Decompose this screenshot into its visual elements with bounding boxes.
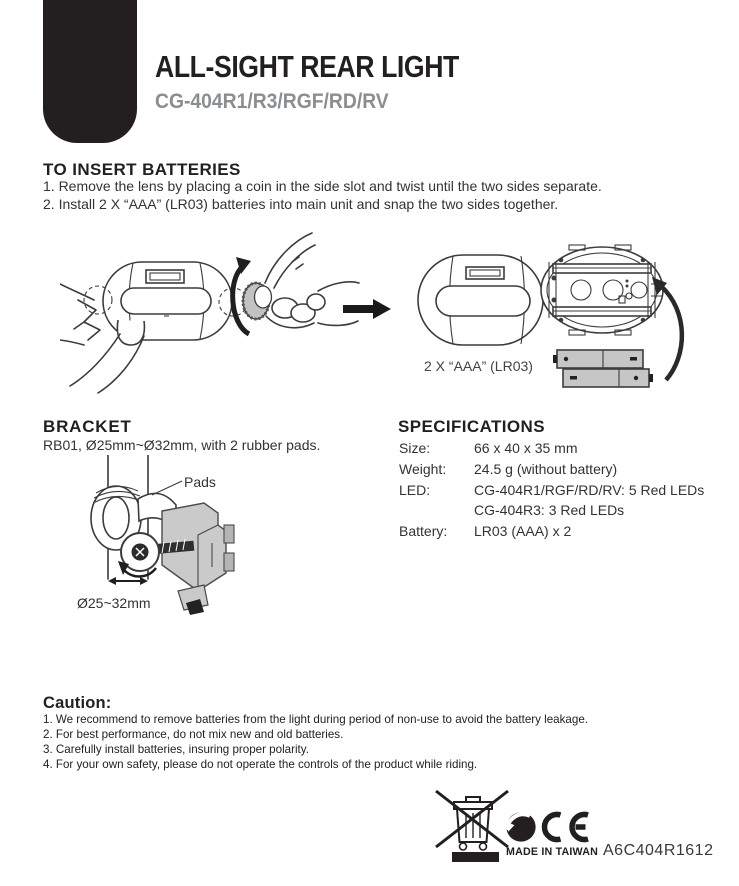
weee-bin-icon [433, 785, 513, 863]
spec-value: LR03 (AAA) x 2 [474, 523, 572, 540]
spec-row-weight [399, 461, 704, 482]
spec-label: Weight: [399, 460, 447, 477]
spec-row-led-2 [399, 502, 704, 523]
diameter-label: Ø25~32mm [77, 595, 151, 611]
bracket-heading: BRACKET [43, 417, 132, 436]
spec-row-battery [399, 523, 704, 544]
spec-row-led [399, 482, 704, 503]
caution-item: 3. Carefully install batteries, insuring proper polarity. [43, 743, 309, 757]
caution-item: 1. We recommend to remove batteries from the light during period of non-use to avoid the battery leakage. [43, 713, 588, 726]
spec-value: CG-404R1/RGF/RD/RV: 5 Red LEDs [474, 481, 705, 498]
specifications-table [399, 440, 704, 544]
page-title: ALL-SIGHT REAR LIGHT [155, 49, 459, 84]
ce-mark-icon [540, 811, 592, 843]
spec-value: CG-404R3: 3 Red LEDs [474, 502, 625, 519]
caution-item: 2. For best performance, do not mix new and old batteries. [43, 728, 344, 742]
spec-label: LED: [399, 481, 431, 498]
document-code: A6C404R1612 [603, 842, 714, 859]
caution-list [43, 712, 588, 772]
brand-logo-tab [43, 0, 137, 143]
made-in-label: MADE IN TAIWAN [506, 846, 599, 858]
spec-value: 24.5 g (without battery) [474, 460, 618, 477]
caution-heading: Caution: [43, 694, 112, 712]
arrow-right-icon [343, 299, 391, 319]
bracket-description: RB01, Ø25mm~Ø32mm, with 2 rubber pads. [43, 437, 321, 453]
specifications-heading: SPECIFICATIONS [398, 417, 545, 436]
spec-label: Battery: [399, 523, 448, 540]
step-1: 1. Remove the lens by placing a coin in the side slot and twist until the two sides separate. [43, 178, 602, 194]
spec-row-size [399, 440, 704, 461]
spec-label: Size: [399, 440, 431, 456]
pads-label: Pads [184, 474, 216, 490]
green-dot-icon [504, 810, 538, 844]
insert-batteries-steps [43, 178, 602, 213]
open-unit-illustration [403, 238, 715, 403]
battery-type-label: 2 X “AAA” (LR03) [424, 358, 533, 374]
insert-batteries-heading: TO INSERT BATTERIES [43, 160, 241, 179]
step-2: 2. Install 2 X “AAA” (LR03) batteries into main unit and snap the two sides together. [43, 195, 559, 212]
coin-twist-illustration [60, 228, 360, 406]
product-model-codes: CG-404R1/R3/RGF/RD/RV [155, 90, 389, 113]
caution-item: 4. For your own safety, please do not operate the controls of the product while riding. [43, 758, 478, 772]
spec-value: 66 x 40 x 35 mm [474, 440, 578, 456]
